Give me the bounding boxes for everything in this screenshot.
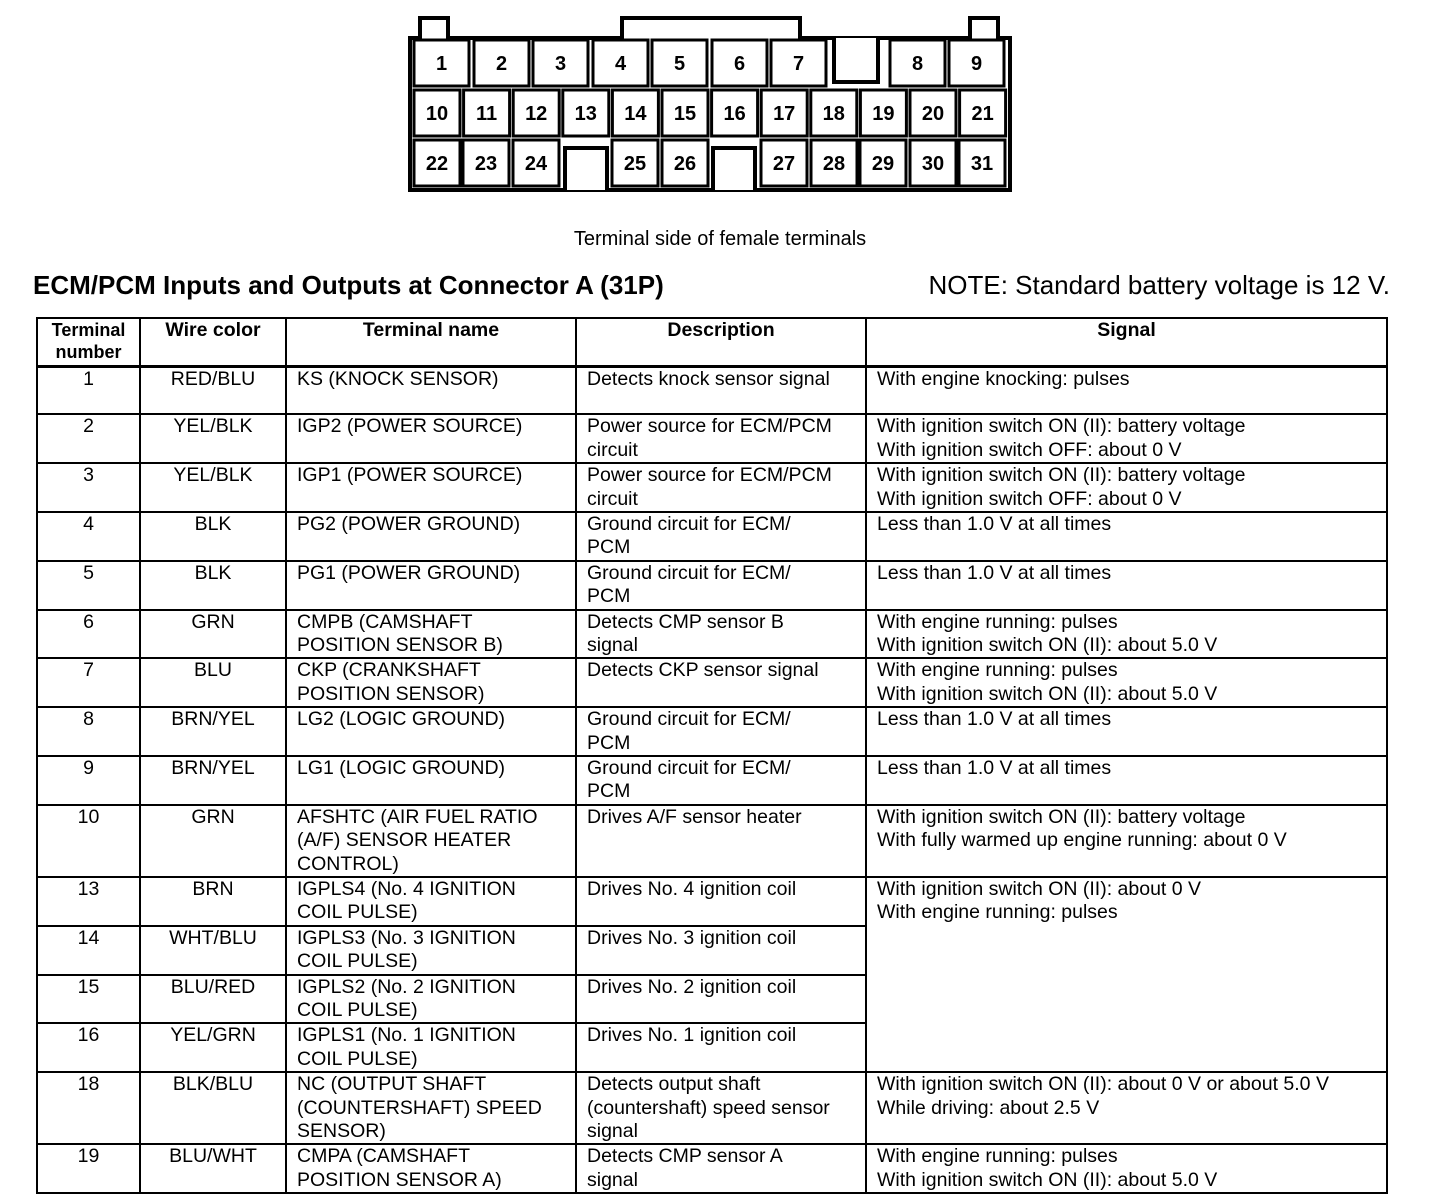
cell-signal <box>866 561 1387 610</box>
cell-text-line: Detects CKP sensor signal <box>587 659 819 682</box>
cell-terminal: 16 <box>37 1023 140 1072</box>
cell-wire-color: BLU/RED <box>140 975 286 1024</box>
cell-text-line: Power source for ECM/PCM <box>587 464 832 487</box>
cell-description <box>576 877 866 926</box>
cell-text-line: IGPLS2 (No. 2 IGNITION <box>297 975 516 998</box>
cell-terminal: 13 <box>37 877 140 926</box>
terminal-number-label: 28 <box>822 153 846 175</box>
cell-wire-color: BLU <box>140 658 286 707</box>
cell-text-line: Drives No. 2 ignition coil <box>587 975 797 998</box>
cell-text-line: signal <box>587 1168 638 1191</box>
cell-text-line: With engine running: pulses <box>877 610 1118 633</box>
cell-text-line: PG2 (POWER GROUND) <box>297 512 521 535</box>
table-row <box>37 463 1387 512</box>
cell-terminal-name <box>286 1072 576 1144</box>
cell-text-line: POSITION SENSOR A) <box>297 1168 502 1191</box>
cell-terminal-name <box>286 414 576 463</box>
terminal-number-label: 22 <box>425 153 449 175</box>
terminal-number-label: 14 <box>624 103 647 125</box>
cell-description <box>576 926 866 975</box>
cell-terminal: 10 <box>37 805 140 877</box>
cell-text-line: Drives No. 4 ignition coil <box>587 878 797 901</box>
cell-description <box>576 975 866 1024</box>
cell-signal <box>866 414 1387 463</box>
cell-text-line: IGP2 (POWER SOURCE) <box>297 415 523 438</box>
cell-text-line: Less than 1.0 V at all times <box>877 708 1112 731</box>
cell-text-line: With fully warmed up engine running: about 0 V <box>877 829 1287 852</box>
cell-description <box>576 658 866 707</box>
cell-terminal-name <box>286 1023 576 1072</box>
cell-signal <box>866 367 1387 415</box>
header-wire-color: Wire color <box>140 318 286 367</box>
connector-diagram <box>400 10 1020 200</box>
cell-terminal: 19 <box>37 1144 140 1193</box>
cell-text-line: POSITION SENSOR B) <box>297 633 503 656</box>
cell-text-line: With ignition switch ON (II): battery voltage <box>877 415 1246 438</box>
cell-text-line: PG1 (POWER GROUND) <box>297 561 521 584</box>
cell-text-line: With ignition switch ON (II): about 5.0 V <box>877 1168 1218 1191</box>
cell-text-line: With engine running: pulses <box>877 1145 1118 1168</box>
terminal-number-label: 16 <box>723 103 746 125</box>
header-terminal-number: Terminal number <box>37 318 140 367</box>
cell-text-line: With ignition switch OFF: about 0 V <box>877 438 1182 461</box>
cell-terminal-name <box>286 1144 576 1193</box>
terminal-number-label: 7 <box>792 53 805 75</box>
cell-text-line: COIL PULSE) <box>297 999 418 1022</box>
terminal-number-label: 18 <box>822 103 845 125</box>
cell-terminal-name <box>286 610 576 659</box>
cell-text-line: CMPB (CAMSHAFT <box>297 610 473 633</box>
terminal-number-label: 3 <box>554 53 567 75</box>
cell-wire-color: BLU/WHT <box>140 1144 286 1193</box>
cell-text-line: With ignition switch ON (II): about 0 V or about 5.0 V <box>877 1073 1329 1096</box>
terminal-number-label: 15 <box>673 103 697 125</box>
cell-terminal-name <box>286 463 576 512</box>
cell-text-line: While driving: about 2.5 V <box>877 1096 1100 1119</box>
header-row <box>37 318 1387 367</box>
cell-text-line: With engine knocking: pulses <box>877 368 1130 390</box>
terminal-number-label: 5 <box>673 53 686 75</box>
cell-text-line: Less than 1.0 V at all times <box>877 756 1112 779</box>
cell-description <box>576 805 866 877</box>
cell-terminal-name <box>286 367 576 415</box>
cell-text-line: Drives No. 3 ignition coil <box>587 926 797 949</box>
cell-text-line: SENSOR) <box>297 1120 386 1143</box>
cell-wire-color: YEL/GRN <box>140 1023 286 1072</box>
table-row <box>37 756 1387 805</box>
cell-text-line: COIL PULSE) <box>297 1047 418 1070</box>
cell-text-line: PCM <box>587 780 631 803</box>
header-terminal-name: Terminal name <box>286 318 576 367</box>
cell-terminal-name <box>286 877 576 926</box>
cell-text-line: KS (KNOCK SENSOR) <box>297 368 499 390</box>
terminal-number-label: 4 <box>614 53 627 75</box>
cell-description <box>576 707 866 756</box>
cell-terminal: 15 <box>37 975 140 1024</box>
cell-text-line: signal <box>587 633 638 656</box>
cell-terminal: 3 <box>37 463 140 512</box>
cell-text-line: NC (OUTPUT SHAFT <box>297 1073 487 1096</box>
cell-signal <box>866 1072 1387 1144</box>
cell-text-line: Ground circuit for ECM/ <box>587 708 791 731</box>
cell-signal <box>866 658 1387 707</box>
cell-signal <box>866 1144 1387 1193</box>
cell-wire-color: BRN/YEL <box>140 707 286 756</box>
cell-terminal-name <box>286 926 576 975</box>
terminal-number-label: 30 <box>921 153 945 175</box>
cell-text-line: AFSHTC (AIR FUEL RATIO <box>297 805 538 828</box>
cell-terminal: 14 <box>37 926 140 975</box>
cell-wire-color: RED/BLU <box>140 367 286 415</box>
terminal-number-label: 24 <box>524 153 548 175</box>
page-title: ECM/PCM Inputs and Outputs at Connector A (31P) <box>33 270 664 300</box>
cell-text-line: LG2 (LOGIC GROUND) <box>297 708 506 731</box>
cell-wire-color: BLK <box>140 561 286 610</box>
cell-text-line: COIL PULSE) <box>297 901 418 924</box>
table-row <box>37 658 1387 707</box>
cell-wire-color: BRN <box>140 877 286 926</box>
cell-text-line: CMPA (CAMSHAFT <box>297 1145 470 1168</box>
cell-wire-color: BLK/BLU <box>140 1072 286 1144</box>
header-description: Description <box>576 318 866 367</box>
cell-text-line: PCM <box>587 731 631 754</box>
cell-text-line: With ignition switch ON (II): about 0 V <box>877 878 1202 901</box>
cell-signal <box>866 463 1387 512</box>
terminal-number-label: 11 <box>476 103 498 125</box>
cell-terminal: 18 <box>37 1072 140 1144</box>
cell-description <box>576 367 866 415</box>
cell-terminal: 5 <box>37 561 140 610</box>
cell-text-line: CKP (CRANKSHAFT <box>297 659 481 682</box>
cell-description <box>576 463 866 512</box>
cell-text-line: With engine running: pulses <box>877 659 1118 682</box>
terminal-number-label: 21 <box>971 103 994 125</box>
cell-terminal-name <box>286 512 576 561</box>
cell-wire-color: BLK <box>140 512 286 561</box>
cell-wire-color: WHT/BLU <box>140 926 286 975</box>
cell-text-line: IGP1 (POWER SOURCE) <box>297 464 523 487</box>
cell-text-line: IGPLS3 (No. 3 IGNITION <box>297 926 516 949</box>
table-row <box>37 367 1387 415</box>
terminal-number-label: 1 <box>435 53 448 75</box>
cell-wire-color: YEL/BLK <box>140 414 286 463</box>
terminal-number-label: 26 <box>673 153 697 175</box>
cell-terminal-name <box>286 707 576 756</box>
cell-text-line: Drives No. 1 ignition coil <box>587 1024 797 1047</box>
cell-text-line: Less than 1.0 V at all times <box>877 561 1112 584</box>
cell-text-line: circuit <box>587 438 638 461</box>
cell-text-line: (COUNTERSHAFT) SPEED <box>297 1096 542 1119</box>
terminal-number-label: 13 <box>574 103 597 125</box>
table-row <box>37 414 1387 463</box>
table-row <box>37 805 1387 877</box>
cell-text-line: Ground circuit for ECM/ <box>587 756 791 779</box>
cell-text-line: LG1 (LOGIC GROUND) <box>297 756 506 779</box>
cell-text-line: circuit <box>587 487 638 510</box>
key-slot-right <box>713 148 755 190</box>
cell-signal <box>866 805 1387 877</box>
cell-terminal-name <box>286 975 576 1024</box>
cell-description <box>576 1023 866 1072</box>
terminal-number-label: 29 <box>871 153 895 175</box>
terminal-number-label: 10 <box>425 103 449 125</box>
cell-description <box>576 512 866 561</box>
terminal-number-label: 8 <box>911 53 924 75</box>
cell-wire-color: GRN <box>140 805 286 877</box>
pin-table <box>36 317 1388 1194</box>
cell-description <box>576 1072 866 1144</box>
cell-terminal: 9 <box>37 756 140 805</box>
cell-text-line: (A/F) SENSOR HEATER <box>297 829 512 852</box>
table-row <box>37 707 1387 756</box>
cell-text-line: With ignition switch ON (II): about 5.0 V <box>877 633 1218 656</box>
cell-text-line: IGPLS4 (No. 4 IGNITION <box>297 878 516 901</box>
cell-text-line: Detects output shaft <box>587 1073 761 1096</box>
cell-text-line: With ignition switch ON (II): about 5.0 V <box>877 682 1218 705</box>
terminal-number-label: 23 <box>474 153 498 175</box>
cell-terminal-name <box>286 756 576 805</box>
table-row <box>37 561 1387 610</box>
table-row <box>37 1144 1387 1193</box>
table-row <box>37 610 1387 659</box>
terminal-number-label: 12 <box>525 103 548 125</box>
cell-terminal-name <box>286 805 576 877</box>
cell-terminal: 8 <box>37 707 140 756</box>
header-signal: Signal <box>866 318 1387 367</box>
cell-signal <box>866 707 1387 756</box>
cell-text-line: (countershaft) speed sensor <box>587 1096 830 1119</box>
terminal-number-label: 19 <box>872 103 895 125</box>
cell-wire-color: GRN <box>140 610 286 659</box>
cell-description <box>576 561 866 610</box>
cell-text-line: With ignition switch ON (II): battery voltage <box>877 805 1246 828</box>
table-row <box>37 877 1387 926</box>
cell-terminal: 4 <box>37 512 140 561</box>
cell-text-line: signal <box>587 1120 638 1143</box>
voltage-note: NOTE: Standard battery voltage is 12 V. <box>928 270 1390 300</box>
cell-text-line: PCM <box>587 536 631 559</box>
terminal-number-label: 20 <box>921 103 945 125</box>
cell-description <box>576 1144 866 1193</box>
terminal-number-label: 6 <box>733 53 746 75</box>
cell-text-line: IGPLS1 (No. 1 IGNITION <box>297 1024 516 1047</box>
table-row <box>37 512 1387 561</box>
terminal-number-label: 17 <box>773 103 796 125</box>
cell-text-line: PCM <box>587 585 631 608</box>
cell-terminal: 1 <box>37 367 140 415</box>
key-slot-left <box>565 148 607 190</box>
cell-text-line: Power source for ECM/PCM <box>587 415 832 438</box>
cell-terminal: 7 <box>37 658 140 707</box>
cell-text-line: With ignition switch OFF: about 0 V <box>877 487 1182 510</box>
cell-signal <box>866 877 1387 1072</box>
cell-text-line: CONTROL) <box>297 852 399 875</box>
cell-signal <box>866 756 1387 805</box>
cell-text-line: Detects CMP sensor A <box>587 1145 783 1168</box>
table-row <box>37 1072 1387 1144</box>
cell-terminal-name <box>286 658 576 707</box>
cell-text-line: Detects knock sensor signal <box>587 368 830 390</box>
cell-text-line: Drives A/F sensor heater <box>587 805 802 828</box>
cell-text-line: Ground circuit for ECM/ <box>587 512 791 535</box>
cell-wire-color: YEL/BLK <box>140 463 286 512</box>
terminal-number-label: 2 <box>495 53 508 75</box>
cell-wire-color: BRN/YEL <box>140 756 286 805</box>
cell-description <box>576 756 866 805</box>
cell-text-line: Less than 1.0 V at all times <box>877 512 1112 535</box>
terminal-number-label: 27 <box>772 153 796 175</box>
cell-text-line: Detects CMP sensor B <box>587 610 784 633</box>
cell-text-line: With ignition switch ON (II): battery voltage <box>877 464 1246 487</box>
lock-tab <box>834 38 878 82</box>
cell-text-line: With engine running: pulses <box>877 901 1118 924</box>
cell-signal <box>866 610 1387 659</box>
terminal-number-label: 9 <box>970 53 983 75</box>
terminal-number-label: 31 <box>970 153 994 175</box>
cell-text-line: POSITION SENSOR) <box>297 682 485 705</box>
cell-description <box>576 414 866 463</box>
cell-text-line: Ground circuit for ECM/ <box>587 561 791 584</box>
cell-terminal: 6 <box>37 610 140 659</box>
connector-caption: Terminal side of female terminals <box>573 228 867 250</box>
terminal-number-label: 25 <box>623 153 647 175</box>
cell-terminal: 2 <box>37 414 140 463</box>
cell-signal <box>866 512 1387 561</box>
cell-text-line: COIL PULSE) <box>297 950 418 973</box>
cell-terminal-name <box>286 561 576 610</box>
cell-description <box>576 610 866 659</box>
